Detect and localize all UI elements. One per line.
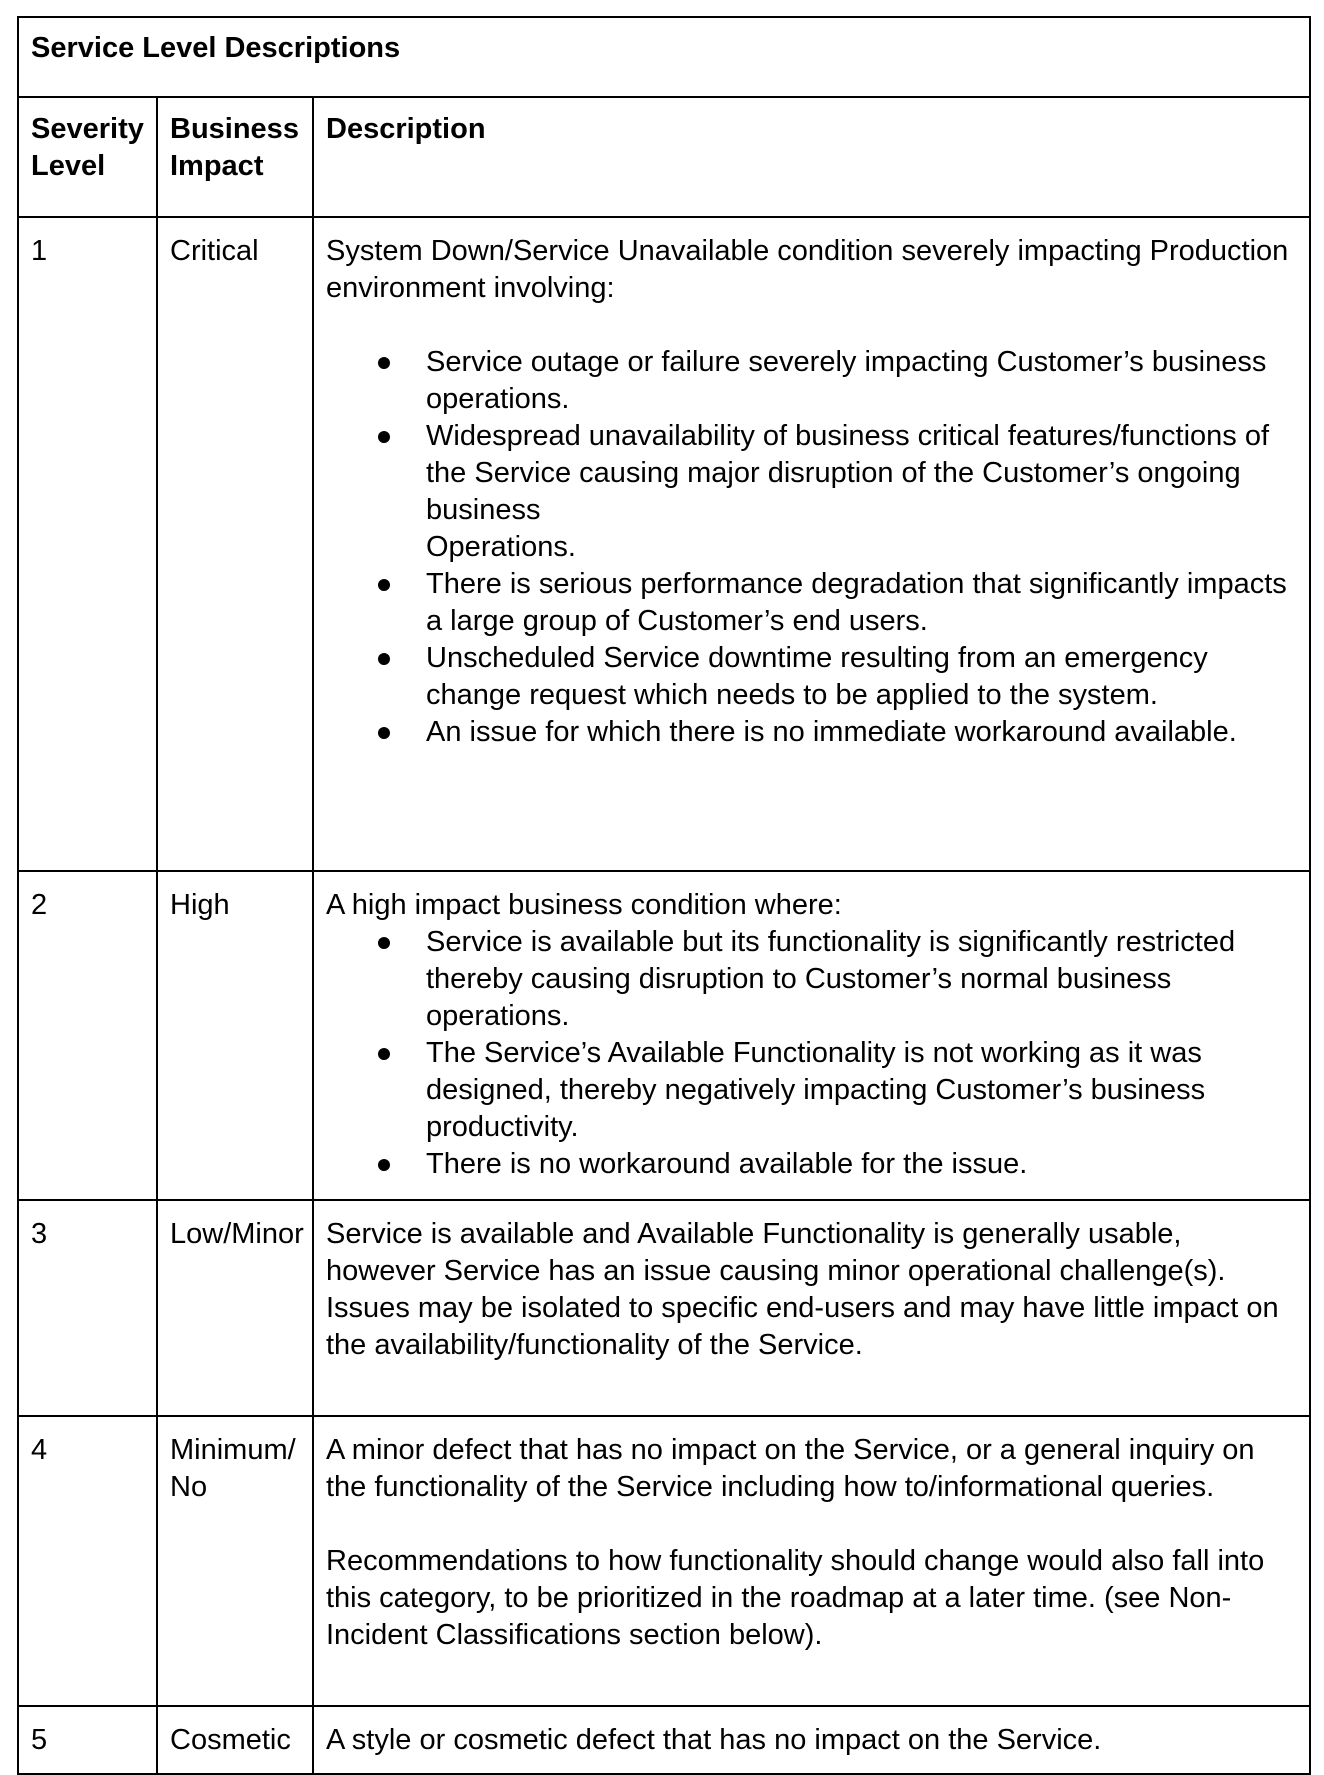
- bullet-list: [326, 344, 1297, 751]
- impact-cell: High: [157, 871, 313, 1200]
- description-cell: [313, 1706, 1310, 1774]
- impact-cell: [157, 1416, 313, 1706]
- bullet-text: Widespread unavailability of business critical features/functions of the Service causing major disruption of the Customer’s ongoing business: [426, 420, 1270, 526]
- description-cell: [313, 1200, 1310, 1416]
- header-impact-line2: Impact: [170, 150, 264, 182]
- table-title: Service Level Descriptions: [18, 17, 1310, 97]
- severity-cell: 3: [18, 1200, 157, 1416]
- table-row: [18, 871, 1310, 1200]
- description-paragraph-1: A minor defect that has no impact on the Service, or a general inquiry on the functionality of the Service including how to/informational queries.: [326, 1434, 1255, 1503]
- bullet-text: There is serious performance degradation that significantly impacts a large group of Customer’s end users.: [426, 568, 1287, 637]
- bullet-item: [426, 566, 1297, 640]
- header-severity-level: [18, 97, 157, 217]
- description-cell: [313, 217, 1310, 871]
- bullet-item: [426, 344, 1297, 418]
- header-impact-line1: Business: [170, 113, 299, 145]
- header-severity-line2: Level: [31, 150, 106, 182]
- bullet-text: Unscheduled Service downtime resulting from an emergency change request which needs to be applied to the system.: [426, 642, 1208, 711]
- bullet-item: Service is available but its functionality is significantly restricted thereby causing disruption to Customer’s normal business operations.: [426, 924, 1297, 1035]
- description-text: A style or cosmetic defect that has no impact on the Service.: [326, 1724, 1102, 1756]
- bullet-item: There is no workaround available for the issue.: [426, 1146, 1297, 1183]
- bullet-text: Service outage or failure severely impacting Customer’s business: [426, 346, 1267, 378]
- table-row: [18, 1416, 1310, 1706]
- bullet-item: [426, 418, 1297, 566]
- description-text: Service is available and Available Functionality is generally usable, however Service has an issue causing minor operational challenge(s). Issues may be isolated to specific end-users and may have little impact on the availability/functionality of the Service.: [326, 1218, 1279, 1361]
- description-paragraph-2: Recommendations to how functionality should change would also fall into this category, to be prioritized in the roadmap at a later time. (see Non-Incident Classifications section below).: [326, 1545, 1265, 1651]
- bullet-text: An issue for which there is no immediate workaround available.: [426, 716, 1237, 748]
- description-intro: System Down/Service Unavailable condition severely impacting Production environment involving:: [326, 235, 1289, 304]
- table-row: [18, 217, 1310, 871]
- header-severity-line1: Severity: [31, 113, 144, 145]
- bullet-item: [426, 640, 1297, 714]
- bullet-text-continued: operations.: [426, 383, 570, 415]
- header-row: [18, 97, 1310, 217]
- description-cell: [313, 871, 1310, 1200]
- service-level-table: [17, 16, 1311, 1775]
- bullet-list: [326, 924, 1297, 1183]
- severity-cell: 4: [18, 1416, 157, 1706]
- description-intro: A high impact business condition where:: [326, 889, 842, 921]
- bullet-item: The Service’s Available Functionality is not working as it was designed, thereby negatively impacting Customer’s business productivity.: [426, 1035, 1297, 1146]
- severity-cell: 1: [18, 217, 157, 871]
- description-cell: [313, 1416, 1310, 1706]
- table-row: [18, 1200, 1310, 1416]
- impact-line2: No: [170, 1471, 208, 1503]
- impact-cell: Critical: [157, 217, 313, 871]
- table-row: [18, 1706, 1310, 1774]
- bullet-item: [426, 714, 1297, 751]
- severity-cell: 2: [18, 871, 157, 1200]
- impact-line1: Minimum/: [170, 1434, 296, 1466]
- header-description: Description: [313, 97, 1310, 217]
- impact-cell: Cosmetic: [157, 1706, 313, 1774]
- bullet-text-continued: Operations.: [426, 531, 576, 563]
- impact-cell: Low/Minor: [157, 1200, 313, 1416]
- header-business-impact: [157, 97, 313, 217]
- severity-cell: 5: [18, 1706, 157, 1774]
